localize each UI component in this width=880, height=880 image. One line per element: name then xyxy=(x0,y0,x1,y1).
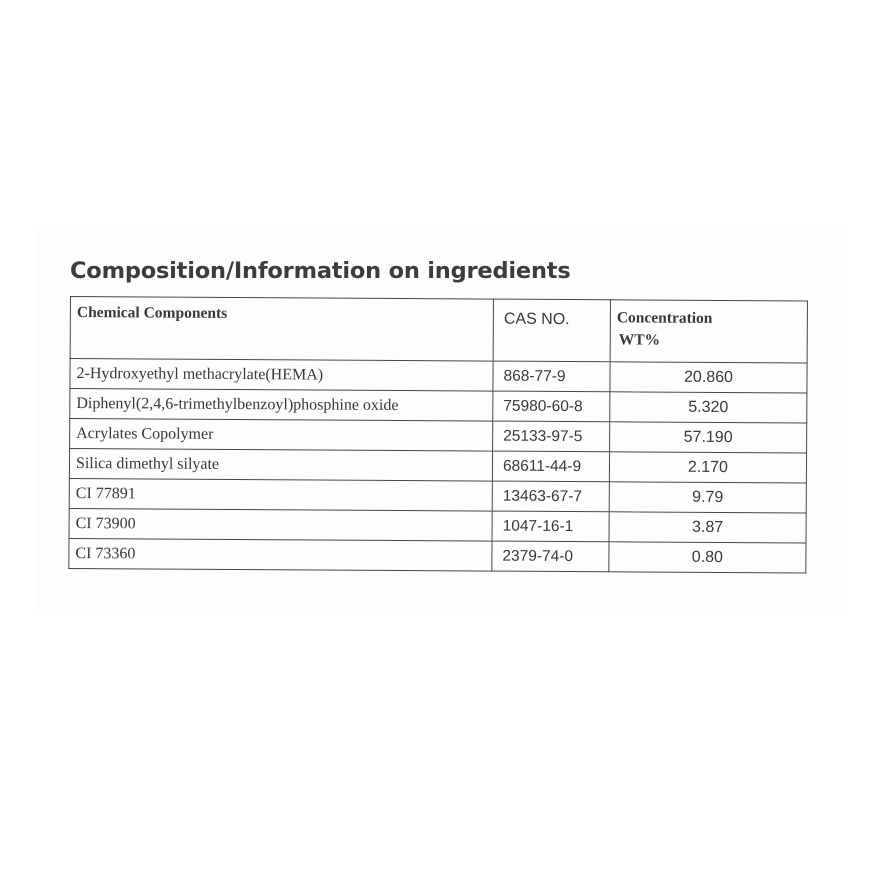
section-title: Composition/Information on ingredients xyxy=(70,258,571,284)
table-row xyxy=(69,478,806,513)
cell-component-name: CI 73900 xyxy=(69,508,492,541)
table-row xyxy=(70,359,807,394)
cell-component-name: 2-Hydroxyethyl methacrylate(HEMA) xyxy=(70,359,493,392)
ingredients-table-container xyxy=(70,296,807,569)
cell-concentration: 2.170 xyxy=(609,452,806,483)
table-row xyxy=(69,538,806,573)
header-chemical-components: Chemical Components xyxy=(70,297,493,362)
cell-concentration: 57.190 xyxy=(610,422,807,453)
cell-concentration: 0.80 xyxy=(609,542,806,573)
cell-cas-number: 75980-60-8 xyxy=(493,391,610,422)
table-body xyxy=(69,359,807,573)
table-row xyxy=(69,508,806,543)
cell-component-name: Diphenyl(2,4,6-trimethylbenzoyl)phosphine oxide xyxy=(70,389,493,422)
cell-cas-number: 13463-67-7 xyxy=(492,481,609,512)
cell-component-name: CI 77891 xyxy=(69,478,492,511)
cell-cas-number: 68611-44-9 xyxy=(492,451,609,482)
cell-component-name: Acrylates Copolymer xyxy=(70,419,493,452)
table-row xyxy=(70,389,807,424)
cell-concentration: 5.320 xyxy=(610,392,807,423)
cell-concentration: 9.79 xyxy=(609,482,806,513)
header-concentration xyxy=(610,300,807,363)
ingredients-table xyxy=(68,296,808,574)
cell-component-name: CI 73360 xyxy=(69,538,492,571)
cell-concentration: 20.860 xyxy=(610,362,807,393)
cell-concentration: 3.87 xyxy=(609,512,806,543)
header-cas-no: CAS NO. xyxy=(493,299,610,362)
header-concentration-line1: Concentration xyxy=(616,309,713,327)
cell-component-name: Silica dimethyl silyate xyxy=(69,449,492,482)
cell-cas-number: 25133-97-5 xyxy=(493,421,610,452)
table-header-row xyxy=(70,297,807,364)
header-concentration-line2: WT% xyxy=(618,331,661,349)
cell-cas-number: 1047-16-1 xyxy=(492,511,609,542)
cell-cas-number: 2379-74-0 xyxy=(492,541,609,572)
cell-cas-number: 868-77-9 xyxy=(493,361,610,392)
table-row xyxy=(70,419,807,454)
table-row xyxy=(69,449,806,484)
